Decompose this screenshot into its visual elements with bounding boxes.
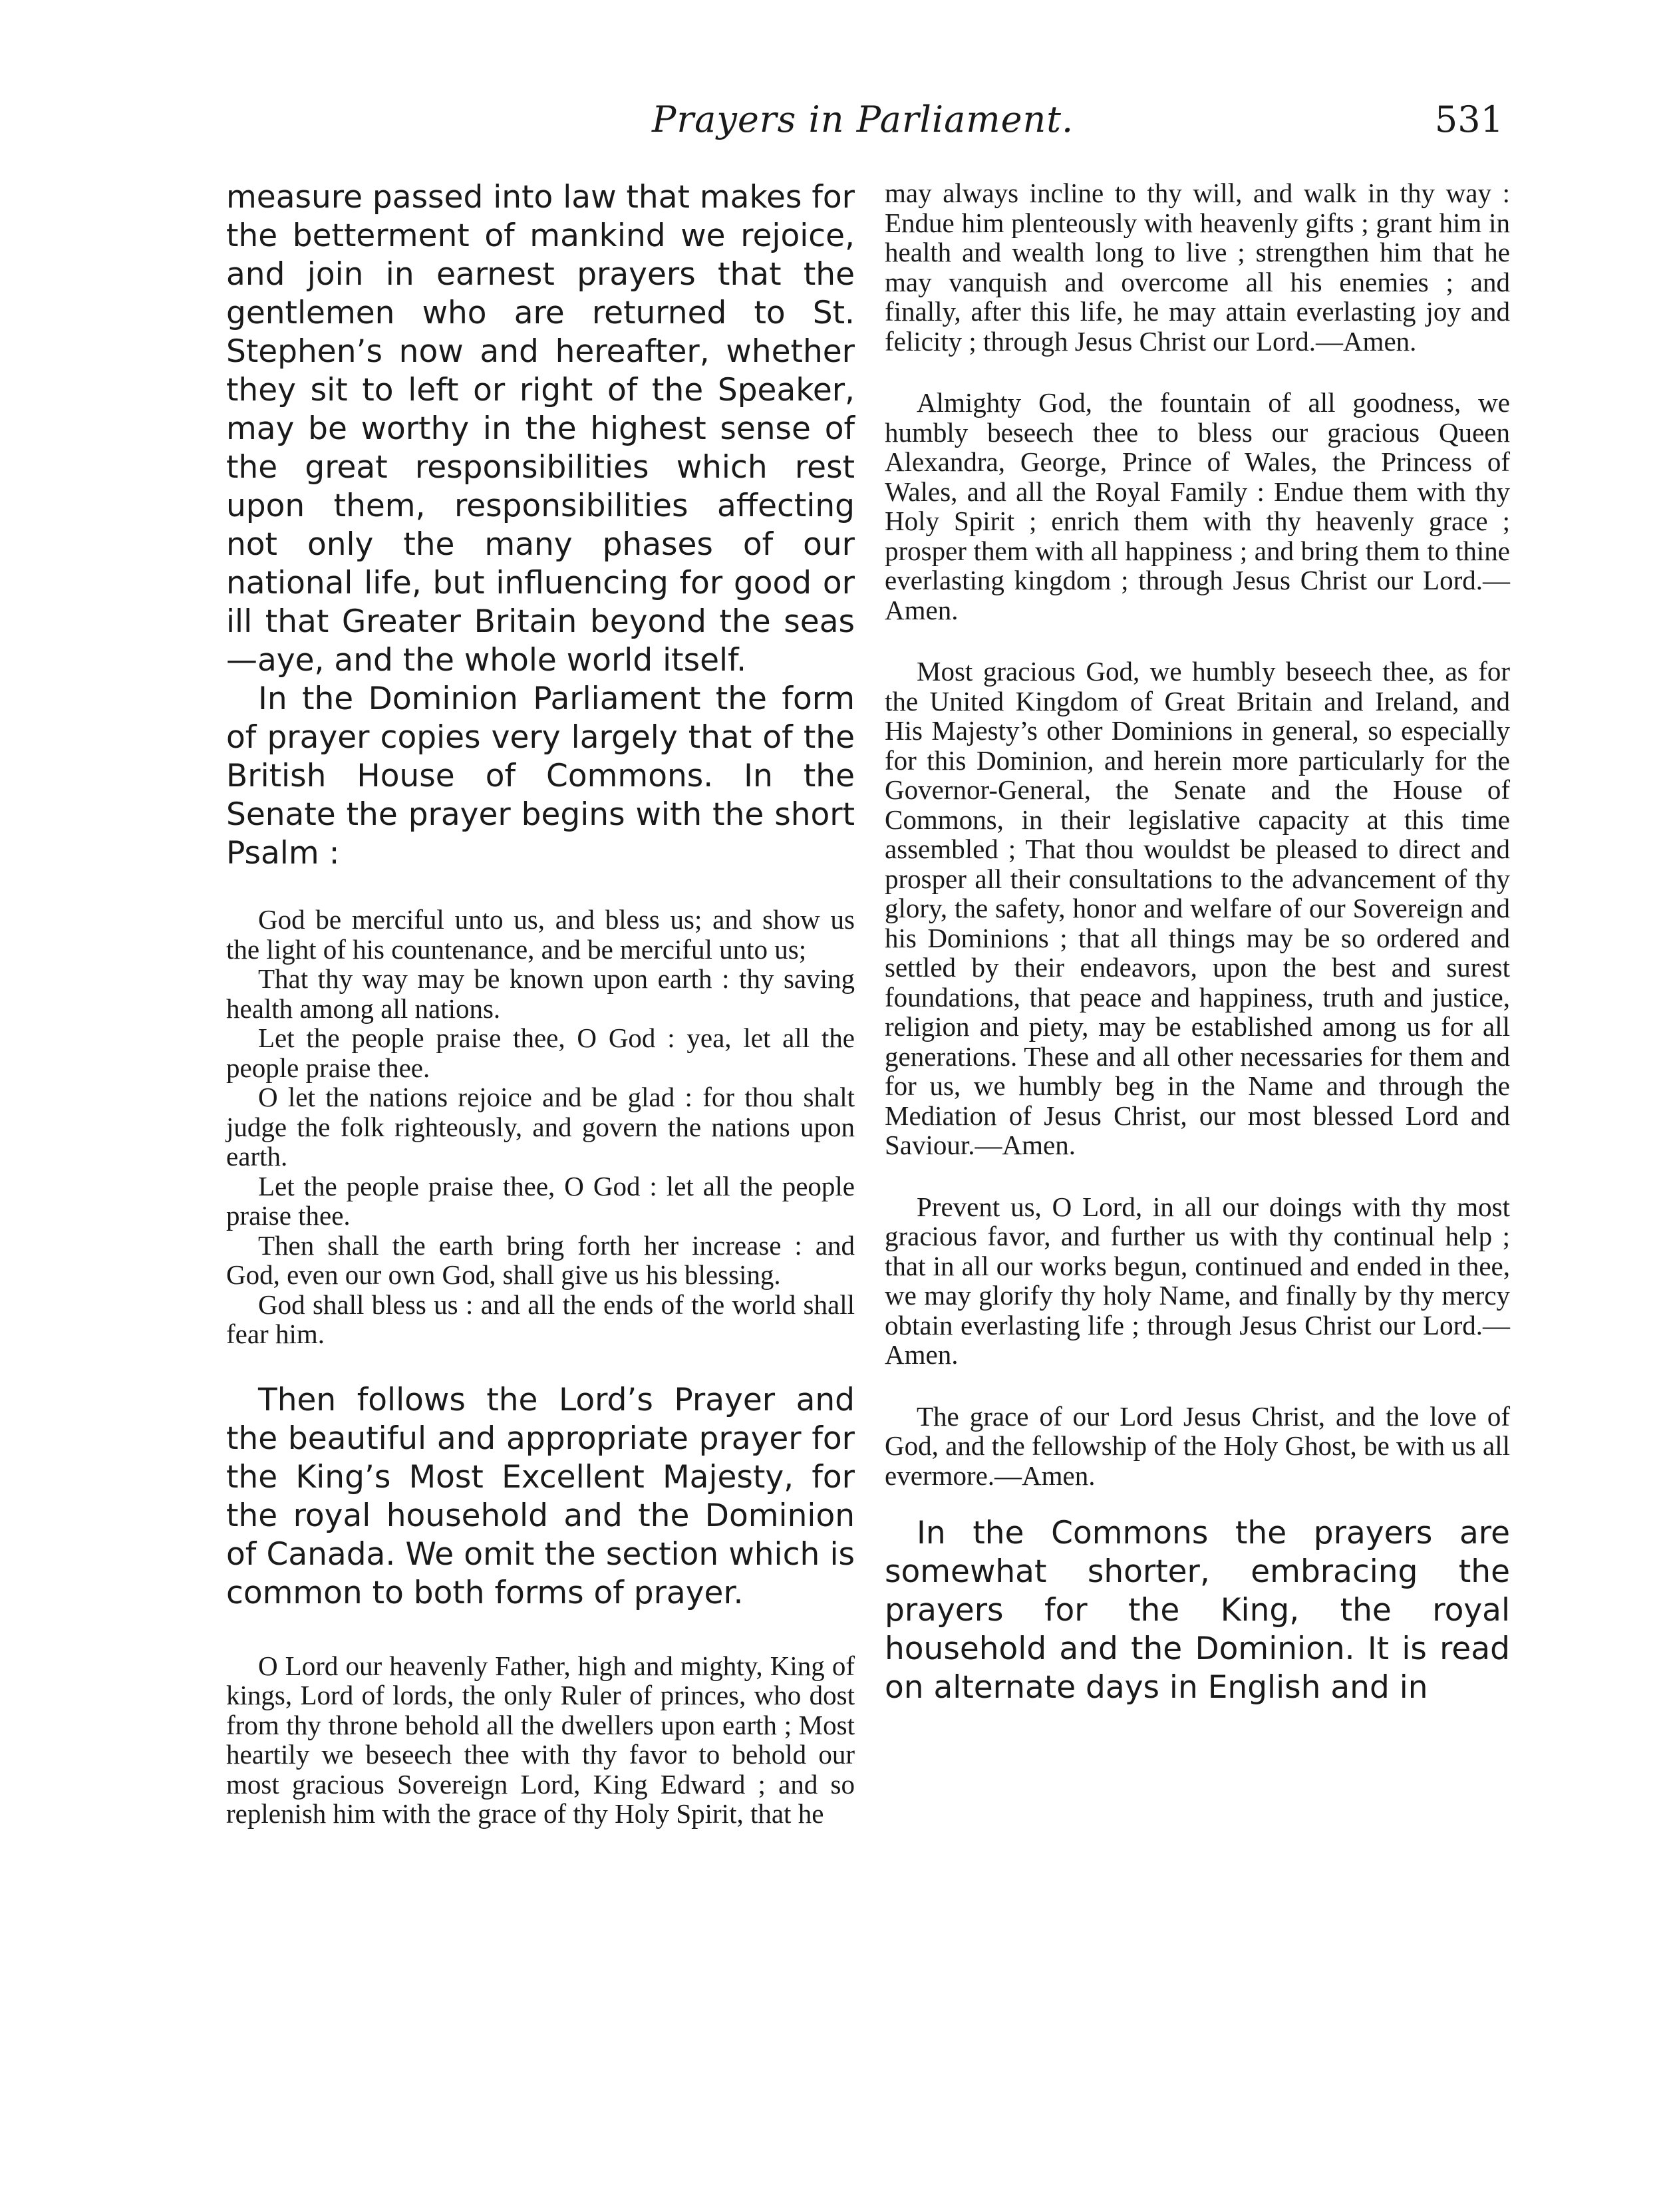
psalm-verse: Then shall the earth bring forth her increase : and God, even our own God, shall give us his blessing. [226,1229,855,1290]
psalm-verse: Let the people praise thee, O God : yea, let all the people praise thee. [226,1023,855,1083]
prayer-paragraph: Almighty God, the fountain of all goodness, we humbly beseech thee to bless our gracious Queen Alexandra, George, Prince of Wales, the Princess of Wales, and all the Royal Family : Endue them with thy Holy Spirit ; enrich them with thy heavenly grace ; prosper them with all happiness ; and bring them to thine everlasting kingdom ; through Jesus Christ our Lord.—Amen. [885,387,1510,625]
prayer-paragraph: The grace of our Lord Jesus Christ, and the love of God, and the fellowship of the Holy Ghost, be with us all evermore.—Amen. [885,1400,1510,1491]
prayer-paragraph: O Lord our heavenly Father, high and mighty, King of kings, Lord of lords, the only Ruler of princes, who dost from thy throne behold all the dwellers upon earth ; Most heartily we beseech thee with thy favor to behold our most gracious Sovereign Lord, King Edward ; and so replenish him with the grace of thy Holy Spirit, that he [226,1650,855,1829]
psalm-verse: Let the people praise thee, O God : let all the people praise thee. [226,1170,855,1231]
body-paragraph: Then follows the Lord’s Prayer and the beautiful and appropriate prayer for the King’s Most Excellent Majesty, for the royal household and the Dominion of Canada. We omit the section which is common to both forms of prayer. [226,1381,855,1611]
psalm-block [226,905,855,1349]
page-number: 531 [1434,98,1503,140]
page-header [226,98,1503,158]
psalm-verse: God shall bless us : and all the ends of the world shall fear him. [226,1289,855,1349]
body-paragraph: In the Commons the prayers are somewhat shorter, embracing the prayers for the King, the royal household and the Dominion. It is read on alternate days in English and in [885,1515,1510,1706]
running-title: Prayers in Parliament. [652,98,1074,140]
prayer-paragraph: Most gracious God, we humbly beseech thee, as for the United Kingdom of Great Britain and Ireland, and His Majesty’s other Dominions in general, so especially for this Dominion, and herein more particularly for the Governor-General, the Senate and the House of Commons, in their legislative capacity at this time assembled ; That thou wouldst be pleased to direct and prosper all their consultations to the advancement of thy glory, the safety, honor and welfare of our Sovereign and his Dominions ; that all things may be so ordered and settled by their endeavors, upon the best and surest foundations, that peace and happiness, truth and justice, religion and piety, may be established among us for all generations. These and all other necessaries for them and for us, we humbly beg in the Name and through the Mediation of Jesus Christ, our most blessed Lord and Saviour.—Amen. [885,656,1510,1160]
left-column [226,178,855,1829]
right-column [885,178,1510,1707]
psalm-verse: That thy way may be known upon earth : thy saving health among all nations. [226,963,855,1024]
psalm-verse: God be merciful unto us, and bless us; and show us the light of his countenance, and be merciful unto us; [226,904,855,965]
body-paragraph: measure passed into law that makes for the betterment of mankind we rejoice, and join in earnest prayers that the gentlemen who are returned to St. Stephen’s now and hereafter, whether they sit to left or right of the Speaker, may be worthy in the highest sense of the great responsibilities which rest upon them, responsibilities affecting not only the many phases of our national life, but influencing for good or ill that Greater Britain beyond the seas—aye, and the whole world itself. [226,179,855,679]
prayer-paragraph: Prevent us, O Lord, in all our doings with thy most gracious favor, and further us with thy continual help ; that in all our works begun, continued and ended in thee, we may glorify thy holy Name, and finally by thy mercy obtain everlasting life ; through Jesus Christ our Lord.—Amen. [885,1191,1510,1370]
psalm-verse: O let the nations rejoice and be glad : for thou shalt judge the folk righteously, and govern the nations upon earth. [226,1082,855,1172]
prayer-paragraph: may always incline to thy will, and walk in thy way : Endue him plenteously with heavenly gifts ; grant him in health and wealth long to live ; strengthen him that he may vanquish and overcome all his enemies ; and finally, after this life, he may attain everlasting joy and felicity ; through Jesus Christ our Lord.—Amen. [885,178,1510,357]
body-paragraph: In the Dominion Parliament the form of prayer copies very largely that of the British House of Commons. In the Senate the prayer begins with the short Psalm : [226,681,855,871]
